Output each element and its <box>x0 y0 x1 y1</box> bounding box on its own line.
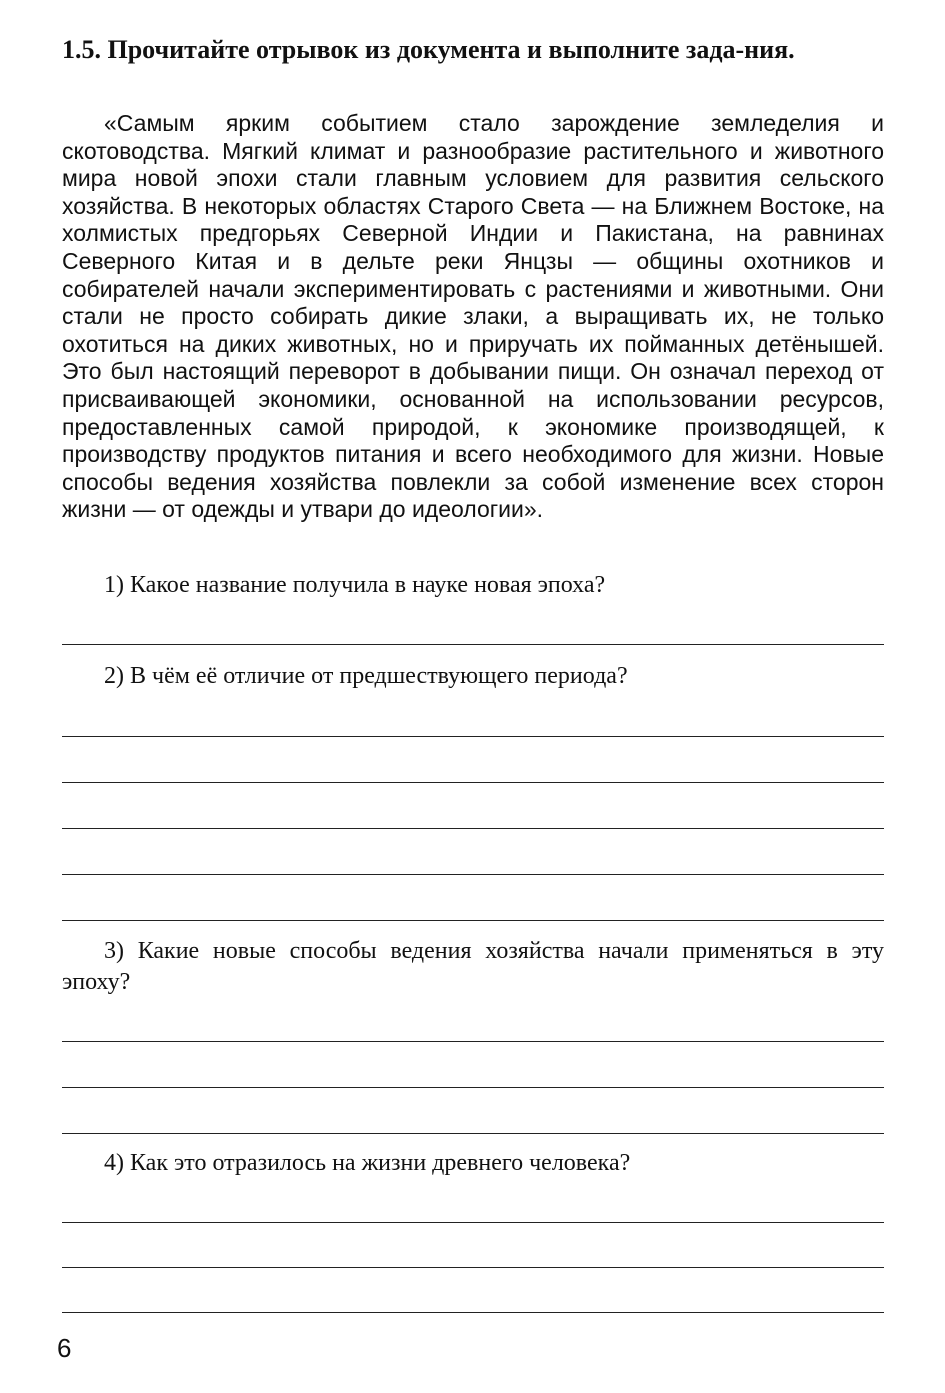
answer-line-q3-1[interactable] <box>62 1041 884 1042</box>
answer-line-q4-2[interactable] <box>62 1267 884 1268</box>
page-number: 6 <box>57 1333 72 1363</box>
answer-line-q3-3[interactable] <box>62 1133 884 1134</box>
answer-line-q4-1[interactable] <box>62 1222 884 1223</box>
exercise-instruction: Прочитайте отрывок из документа и выполните зада-ния. <box>107 35 795 64</box>
answer-line-q2-2[interactable] <box>62 782 884 783</box>
question-3: 3) Какие новые способы ведения хозяйства начали применяться в эту эпоху? <box>62 938 884 995</box>
exercise-heading <box>62 34 884 65</box>
answer-line-q2-1[interactable] <box>62 736 884 737</box>
exercise-number: 1.5. <box>62 35 101 64</box>
question-1: 1) Какое название получила в науке новая эпоха? <box>104 572 606 598</box>
answer-line-q1-1[interactable] <box>62 644 884 645</box>
answer-line-q4-3[interactable] <box>62 1312 884 1313</box>
document-excerpt: «Самым ярким событием стало зарождение земледелия и скотоводства. Мягкий климат и разнообразие растительного и животного мира новой эпохи стали главным условием для развития сельского хозяйства. В некоторых областях Старого Света — на Ближнем Востоке, на холмистых предгорьях Северной Индии и Пакистана, на равнинах Северного Китая и в дельте реки Янцзы — общины охотников и собирателей начали экспериментировать с растениями и животными. Они стали не просто собирать дикие злаки, а выращивать их, не только охотиться на диких животных, но и приручать их пойманных детёнышей. Это был настоящий переворот в добывании пищи. Он означал переход от присваивающей экономики, основанной на использовании ресурсов, предоставленных самой природой, к экономике производящей, к производству продуктов питания и всего необходимого для жизни. Новые способы ведения хозяйства повлекли за собой изменение всех сторон жизни — от одежды и утвари до идеологии». <box>62 110 884 523</box>
answer-line-q2-3[interactable] <box>62 828 884 829</box>
answer-line-q2-5[interactable] <box>62 920 884 921</box>
question-2: 2) В чём её отличие от предшествующего периода? <box>104 663 628 689</box>
answer-line-q2-4[interactable] <box>62 874 884 875</box>
answer-line-q3-2[interactable] <box>62 1087 884 1088</box>
question-4: 4) Как это отразилось на жизни древнего человека? <box>104 1150 631 1176</box>
